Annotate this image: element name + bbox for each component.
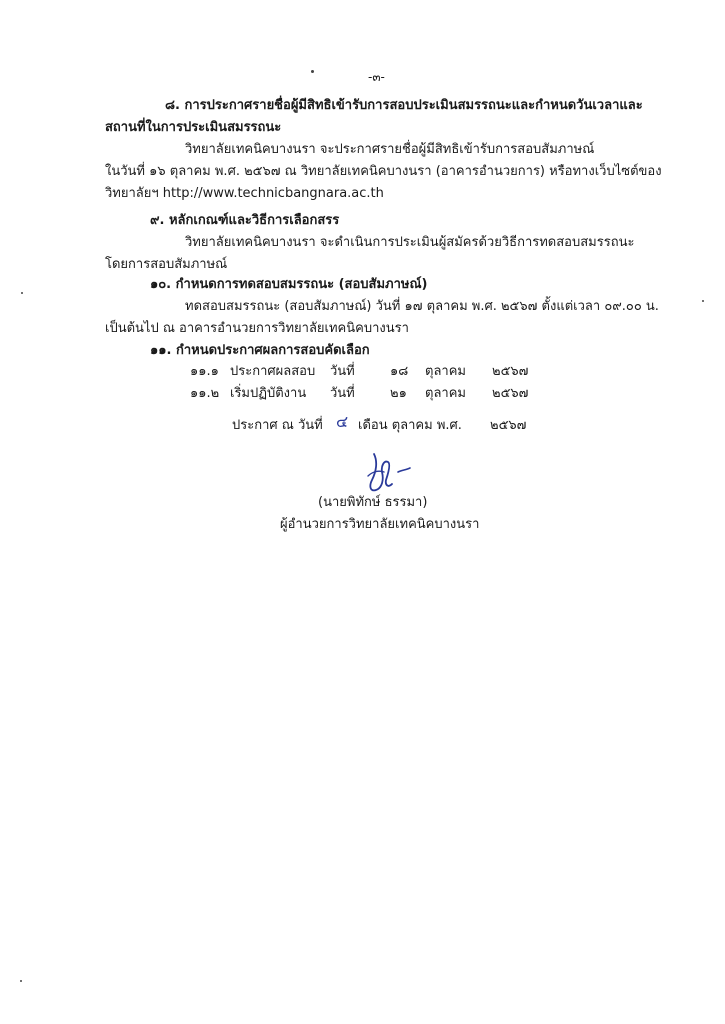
scan-speck — [311, 70, 314, 73]
item-year: ๒๕๖๗ — [492, 386, 529, 401]
announce-month-label: เดือน ตุลาคม พ.ศ. — [358, 418, 462, 433]
item-month: ตุลาคม — [425, 364, 466, 379]
item-day-word: วันที่ — [330, 386, 355, 401]
sec9-body-line2: โดยการสอบสัมภาษณ์ — [105, 257, 228, 272]
sec8-heading-line1: ๘. การประกาศรายชื่อผู้มีสิทธิเข้ารับการสอบประเมินสมรรถนะและกำหนดวันเวลาและ — [165, 98, 643, 113]
announce-day: ๔ — [336, 412, 349, 431]
sec8-body-line3: วิทยาลัยฯ http://www.technicbangnara.ac.th — [105, 186, 384, 201]
sec11-heading: ๑๑. กำหนดประกาศผลการสอบคัดเลือก — [150, 343, 370, 358]
sec8-body-line2: ในวันที่ ๑๖ ตุลาคม พ.ศ. ๒๕๖๗ ณ วิทยาลัยเทคนิคบางนรา (อาคารอำนวยการ) หรือทางเว็บไซต์ของ — [105, 164, 662, 179]
announce-prefix: ประกาศ ณ วันที่ — [232, 418, 323, 433]
item-number: ๑๑.๑ — [190, 364, 219, 379]
item-month: ตุลาคม — [425, 386, 466, 401]
item-day: ๑๘ — [390, 364, 409, 379]
item-year: ๒๕๖๗ — [492, 364, 529, 379]
sec9-heading: ๙. หลักเกณฑ์และวิธีการเลือกสรร — [150, 213, 340, 228]
scan-speck — [21, 292, 23, 294]
page-number: -๓- — [368, 70, 385, 84]
scan-speck — [20, 980, 22, 982]
sec9-body-line1: วิทยาลัยเทคนิคบางนรา จะดำเนินการประเมินผู้สมัครด้วยวิธีการทดสอบสมรรถนะ — [185, 235, 635, 250]
signer-name: (นายพิทักษ์ ธรรมา) — [318, 495, 428, 510]
announce-year: ๒๕๖๗ — [490, 418, 527, 433]
item-day-word: วันที่ — [330, 364, 355, 379]
scan-speck — [702, 300, 704, 302]
item-number: ๑๑.๒ — [190, 386, 220, 401]
sec8-heading-line2: สถานที่ในการประเมินสมรรถนะ — [105, 120, 282, 135]
handwritten-signature — [360, 450, 420, 500]
sec8-body-line1: วิทยาลัยเทคนิคบางนรา จะประกาศรายชื่อผู้มีสิทธิเข้ารับการสอบสัมภาษณ์ — [185, 142, 595, 157]
sec10-body-line1: ทดสอบสมรรถนะ (สอบสัมภาษณ์) วันที่ ๑๗ ตุลาคม พ.ศ. ๒๕๖๗ ตั้งแต่เวลา ๐๙.๐๐ น. — [185, 299, 659, 314]
item-label: ประกาศผลสอบ — [230, 364, 316, 379]
item-day: ๒๑ — [390, 386, 407, 401]
signer-position: ผู้อำนวยการวิทยาลัยเทคนิคบางนรา — [280, 517, 480, 532]
sec10-body-line2: เป็นต้นไป ณ อาคารอำนวยการวิทยาลัยเทคนิคบางนรา — [105, 321, 409, 336]
item-label: เริ่มปฏิบัติงาน — [230, 386, 307, 401]
sec10-heading: ๑๐. กำหนดการทดสอบสมรรถนะ (สอบสัมภาษณ์) — [150, 277, 428, 292]
